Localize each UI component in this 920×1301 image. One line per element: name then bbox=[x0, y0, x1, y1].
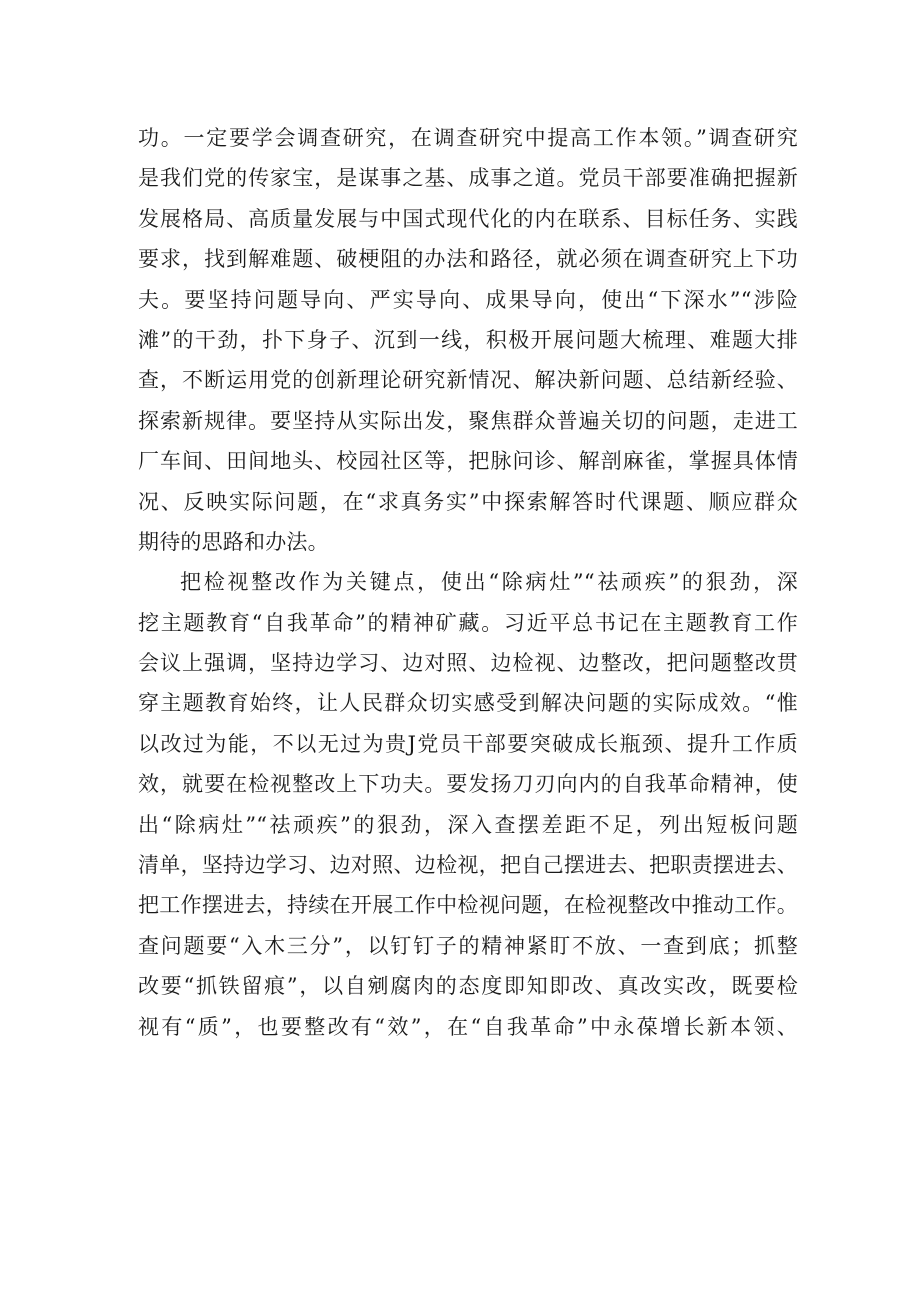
body-text bbox=[138, 118, 798, 1047]
text-line: 夫。要坚持问题导向、严实导向、成果导向，使出“下深水”“涉险 bbox=[138, 287, 798, 312]
text-line: 改要“抓铁留痕”，以自剜腐肉的态度即知即改、真改实改，既要检 bbox=[138, 974, 798, 999]
text-line: 效，就要在检视整改上下功夫。要发扬刀刃向内的自我革命精神，使 bbox=[138, 772, 798, 797]
text-line: 况、反映实际问题，在“求真务实”中探索解答时代课题、顺应群众 bbox=[138, 489, 798, 514]
text-line: 视有“质”，也要整改有“效”，在“自我革命”中永葆增长新本领、 bbox=[138, 1014, 798, 1039]
text-line: 是我们党的传家宝，是谋事之基、成事之道。党员干部要准确把握新 bbox=[138, 166, 798, 191]
text-line: 探索新规律。要坚持从实际出发，聚焦群众普遍关切的问题，走进工 bbox=[138, 408, 798, 433]
text-line: 以改过为能，不以无过为贵J党员干部要突破成长瓶颈、提升工作质 bbox=[138, 731, 798, 756]
text-line: 把检视整改作为关键点，使出“除病灶”“祛顽疾”的狠劲，深 bbox=[180, 570, 798, 595]
text-line: 查，不断运用党的创新理论研究新情况、解决新问题、总结新经验、 bbox=[138, 368, 798, 393]
text-line: 滩”的干劲，扑下身子、沉到一线，积极开展问题大梳理、难题大排 bbox=[138, 327, 798, 352]
paragraph-1 bbox=[138, 118, 798, 562]
text-line: 挖主题教育“自我革命”的精神矿藏。习近平总书记在主题教育工作 bbox=[138, 610, 798, 635]
text-line: 穿主题教育始终，让人民群众切实感受到解决问题的实际成效。“惟 bbox=[138, 691, 798, 716]
text-line: 会议上强调，坚持边学习、边对照、边检视、边整改，把问题整改贯 bbox=[138, 651, 798, 676]
paragraph-2 bbox=[138, 562, 798, 1047]
text-line: 发展格局、高质量发展与中国式现代化的内在联系、目标任务、实践 bbox=[138, 206, 798, 231]
text-line: 查问题要“入木三分”，以钉钉子的精神紧盯不放、一查到底；抓整 bbox=[138, 933, 798, 958]
text-line: 把工作摆进去，持续在开展工作中检视问题，在检视整改中推动工作。 bbox=[138, 893, 798, 918]
text-line: 期待的思路和办法。 bbox=[138, 529, 329, 554]
text-line: 功。一定要学会调查研究，在调查研究中提高工作本领。”调查研究 bbox=[138, 126, 798, 150]
text-line: 厂车间、田间地头、校园社区等，把脉问诊、解剖麻雀，掌握具体情 bbox=[138, 449, 798, 474]
text-line: 要求，找到解难题、破梗阻的办法和路径，就必须在调查研究上下功 bbox=[138, 247, 798, 272]
text-line: 清单，坚持边学习、边对照、边检视，把自己摆进去、把职责摆进去、 bbox=[138, 853, 798, 878]
text-line: 出“除病灶”“祛顽疾”的狠劲，深入查摆差距不足，列出短板问题 bbox=[138, 812, 798, 837]
